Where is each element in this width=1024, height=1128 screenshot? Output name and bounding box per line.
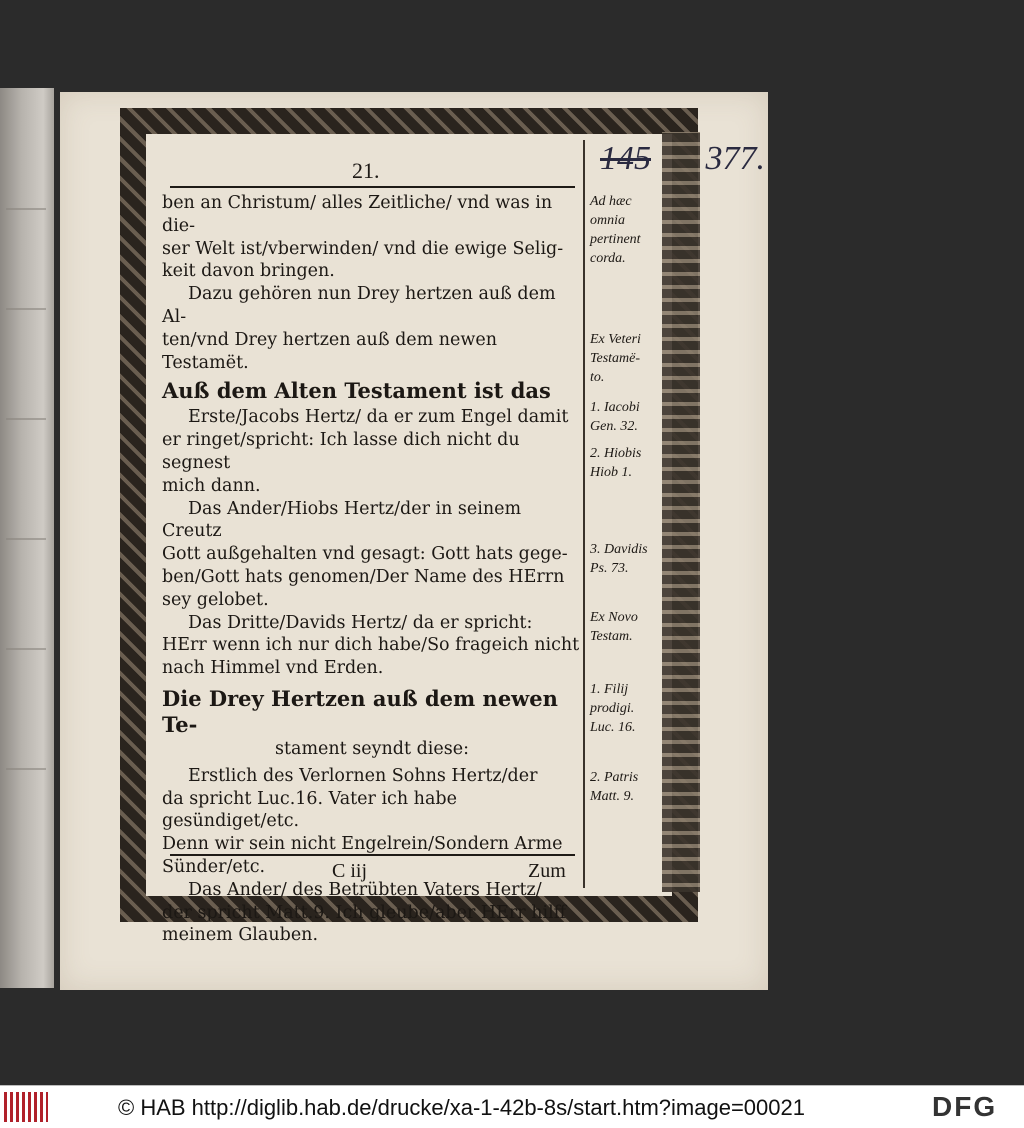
section-heading-continued: stament seyndt diese: [275, 738, 469, 759]
text-line: der spricht Matt.9. Ich gleube/aber HErr hilff [162, 902, 567, 923]
text-line: ben an Christum/ alles Zeitliche/ vnd was in die- [162, 193, 553, 236]
section-heading: Auß dem Alten Testament ist das [162, 378, 551, 404]
note-line: 2. Hiobis [590, 446, 642, 461]
note-line: Hiob 1. [590, 465, 632, 480]
note-line: corda. [590, 251, 626, 266]
marginal-note [590, 192, 662, 268]
main-text [162, 192, 582, 947]
text-line: HErr wenn ich nur dich habe/So frageich nicht [162, 635, 580, 656]
note-line: Ad hæc [590, 194, 632, 209]
note-line: Ex Veteri [590, 332, 641, 347]
footer-bar [0, 1085, 1024, 1128]
note-line: 1. Iacobi [590, 400, 640, 415]
text-line: Denn wir sein nicht Engelrein/Sondern Arme [162, 834, 563, 855]
new-folio-number: 377. [705, 140, 765, 177]
note-line: Matt. 9. [590, 789, 634, 804]
text-line: Erste/Jacobs Hertz/ da er zum Engel damit [188, 407, 569, 428]
marginal-note [590, 330, 662, 387]
text-line: ten/vnd Drey hertzen auß dem newen Testamët. [162, 329, 498, 373]
text-line: Erstlich des Verlornen Sohns Hertz/der [188, 765, 538, 786]
marginal-note [590, 768, 662, 806]
catchword: Zum [528, 860, 566, 882]
ornamental-border-right [662, 132, 700, 892]
note-line: prodigi. [590, 701, 635, 716]
text-line: sey gelobet. [162, 589, 269, 610]
text-line: ben/Gott hats genomen/Der Name des HErrn [162, 566, 565, 587]
signature-mark: C iij [332, 860, 368, 882]
dfg-logo: DFG [932, 1091, 998, 1122]
folio-stamp [600, 140, 765, 178]
note-line: 2. Patris [590, 770, 639, 785]
marginal-note [590, 540, 662, 578]
section-heading: Die Drey Hertzen auß dem newen Te- [162, 685, 558, 737]
text-line: nach Himmel vnd Erden. [162, 658, 384, 679]
text-line: ser Welt ist/vberwinden/ vnd die ewige Selig- [162, 238, 564, 259]
note-line: Gen. 32. [590, 419, 638, 434]
text-line: Das Ander/Hiobs Hertz/der in seinem Creutz [162, 498, 522, 542]
text-line: Gott außgehalten vnd gesagt: Gott hats gege- [162, 544, 568, 565]
marginal-note [590, 680, 662, 737]
footer-rule [170, 854, 575, 856]
note-line: Ps. 73. [590, 561, 629, 576]
marginal-note [590, 608, 662, 646]
text-line: Dazu gehören nun Drey hertzen auß dem Al- [162, 284, 556, 327]
column-divider [583, 140, 585, 888]
note-line: Testam. [590, 629, 633, 644]
marginal-note [590, 398, 662, 436]
note-line: to. [590, 370, 605, 385]
header-rule [170, 186, 575, 188]
text-line: da spricht Luc.16. Vater ich habe gesündiget/etc. [162, 788, 457, 832]
text-line: Das Dritte/Davids Hertz/ da er spricht: [188, 612, 533, 633]
page-number: 21. [352, 158, 380, 183]
hab-logo-icon [4, 1092, 48, 1122]
note-line: Testamë- [590, 351, 641, 366]
text-line: mich dann. [162, 475, 261, 496]
old-folio-number: 145 [600, 140, 651, 177]
text-line: keit davon bringen. [162, 261, 335, 282]
text-line: Das Ander/ des Betrübten Vaters Hertz/ [188, 879, 542, 900]
text-line: er ringet/spricht: Ich lasse dich nicht du segnest [162, 430, 520, 473]
marginal-note [590, 444, 662, 482]
note-line: 1. Filij [590, 682, 629, 697]
copyright-link[interactable]: © HAB http://diglib.hab.de/drucke/xa-1-42b-8s/start.htm?image=00021 [118, 1095, 805, 1120]
note-line: pertinent [590, 232, 641, 247]
text-line: meinem Glauben. [162, 925, 319, 946]
note-line: 3. Davidis [590, 542, 648, 557]
text-line: Sünder/etc. [162, 856, 266, 877]
note-line: omnia [590, 213, 625, 228]
previous-page-edge [0, 88, 54, 988]
note-line: Ex Novo [590, 610, 638, 625]
note-line: Luc. 16. [590, 720, 636, 735]
